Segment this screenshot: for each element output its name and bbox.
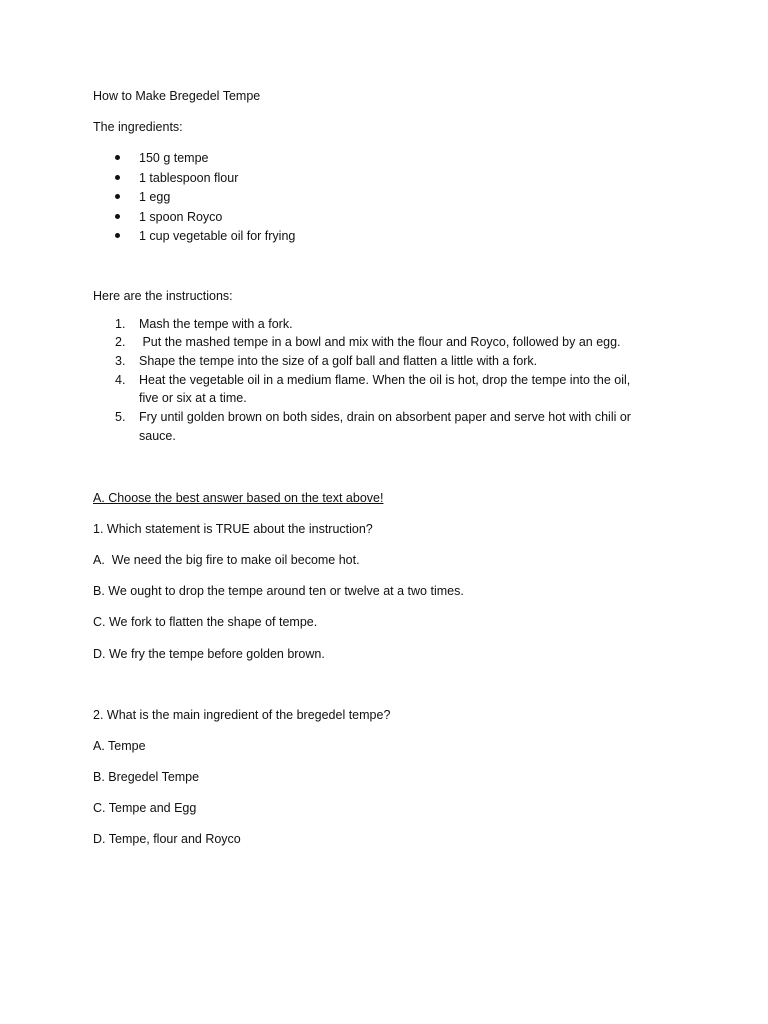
step-text-continued: five or six at a time. <box>139 391 247 405</box>
section-a-heading: A. Choose the best answer based on the text above! <box>93 491 384 505</box>
step-number: 3. <box>115 354 126 368</box>
bullet-icon <box>115 214 120 219</box>
bullet-icon <box>115 233 120 238</box>
ingredients-heading: The ingredients: <box>93 120 183 134</box>
answer-option: B. Bregedel Tempe <box>93 770 200 784</box>
question-text: 1. Which statement is TRUE about the instruction? <box>93 522 373 536</box>
answer-option: D. We fry the tempe before golden brown. <box>93 647 325 661</box>
step-text-continued: sauce. <box>139 429 176 443</box>
answer-option: B. We ought to drop the tempe around ten or twelve at a two times. <box>93 584 464 598</box>
step-text: Fry until golden brown on both sides, drain on absorbent paper and serve hot with chili or <box>139 410 631 424</box>
ingredient-label: 1 egg <box>139 190 171 204</box>
step-text: Mash the tempe with a fork. <box>139 317 293 331</box>
answer-option: C. Tempe and Egg <box>93 801 197 815</box>
step-number: 4. <box>115 373 126 387</box>
ingredient-label: 150 g tempe <box>139 151 209 165</box>
ingredient-label: 1 cup vegetable oil for frying <box>139 229 296 243</box>
step-number: 2. <box>115 335 126 349</box>
ingredient-label: 1 tablespoon flour <box>139 171 239 185</box>
answer-option: A. Tempe <box>93 739 146 753</box>
bullet-icon <box>115 194 120 199</box>
step-number: 5. <box>115 410 126 424</box>
document-title: How to Make Bregedel Tempe <box>93 89 261 103</box>
step-text: Shape the tempe into the size of a golf ball and flatten a little with a fork. <box>139 354 538 368</box>
step-text: Heat the vegetable oil in a medium flame. When the oil is hot, drop the tempe into the oil, <box>139 373 631 387</box>
step-text: Put the mashed tempe in a bowl and mix with the flour and Royco, followed by an egg. <box>139 335 621 349</box>
answer-option: D. Tempe, flour and Royco <box>93 832 241 846</box>
step-number: 1. <box>115 317 126 331</box>
ingredient-label: 1 spoon Royco <box>139 210 223 224</box>
answer-option: C. We fork to flatten the shape of tempe. <box>93 615 318 629</box>
answer-option: A. We need the big fire to make oil become hot. <box>93 553 360 567</box>
bullet-icon <box>115 155 120 160</box>
instructions-heading: Here are the instructions: <box>93 289 233 303</box>
bullet-icon <box>115 175 120 180</box>
question-text: 2. What is the main ingredient of the bregedel tempe? <box>93 708 391 722</box>
